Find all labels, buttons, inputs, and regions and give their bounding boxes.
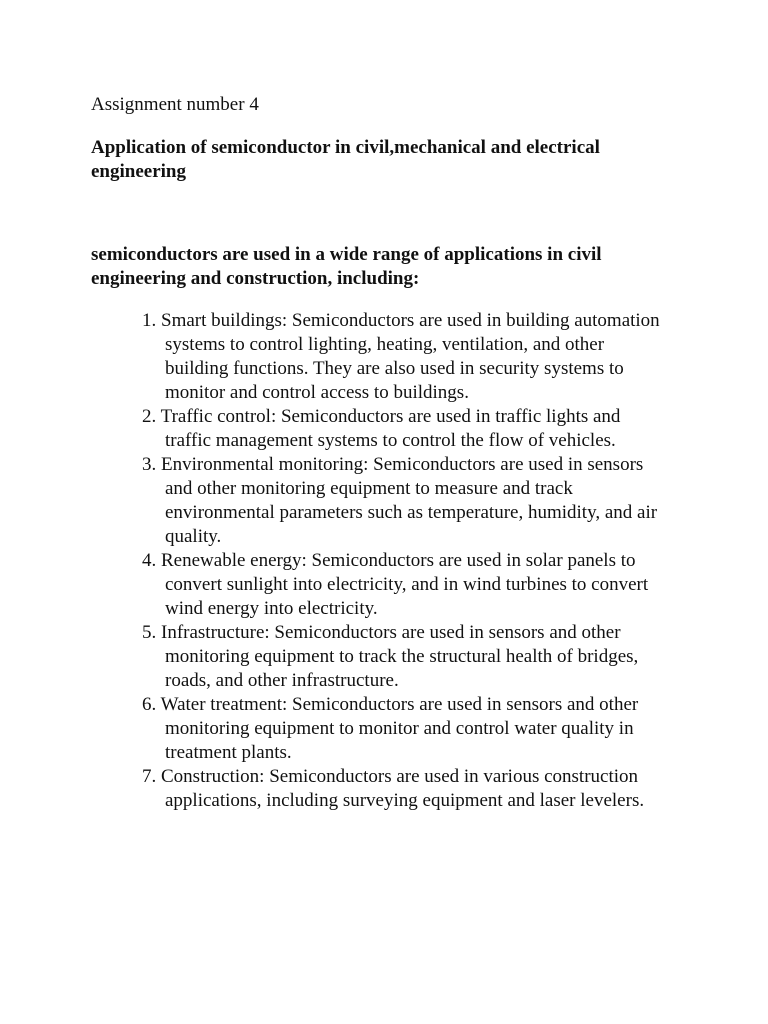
list-item: 4. Renewable energy: Semiconductors are used in solar panels to convert sunlight into electricity, and in wind turbines to convert wind energy into electricity.: [142, 550, 649, 619]
list-item: 2. Traffic control: Semiconductors are used in traffic lights and traffic management systems to control the flow of vehicles.: [142, 406, 621, 451]
list-item: 3. Environmental monitoring: Semiconductors are used in sensors and other monitoring equipment to measure and track environmental parameters such as temperature, humidity, and air quality.: [142, 454, 658, 547]
list-item: 6. Water treatment: Semiconductors are used in sensors and other monitoring equipment to monitor and control water quality in treatment plants.: [142, 694, 639, 763]
assignment-label: Assignment number 4: [91, 94, 259, 115]
document-title: Application of semiconductor in civil,mechanical and electrical engineering: [91, 137, 600, 182]
list-item: 5. Infrastructure: Semiconductors are used in sensors and other monitoring equipment to track the structural health of bridges, roads, and other infrastructure.: [142, 622, 639, 691]
list-item: 1. Smart buildings: Semiconductors are used in building automation systems to control lighting, heating, ventilation, and other building functions. They are also used in security systems to monitor and control access to buildings.: [142, 310, 660, 403]
intro-paragraph: semiconductors are used in a wide range of applications in civil engineering and construction, including:: [91, 244, 602, 289]
applications-list: [142, 309, 662, 813]
list-item: 7. Construction: Semiconductors are used in various construction applications, including surveying equipment and laser levelers.: [142, 766, 645, 811]
